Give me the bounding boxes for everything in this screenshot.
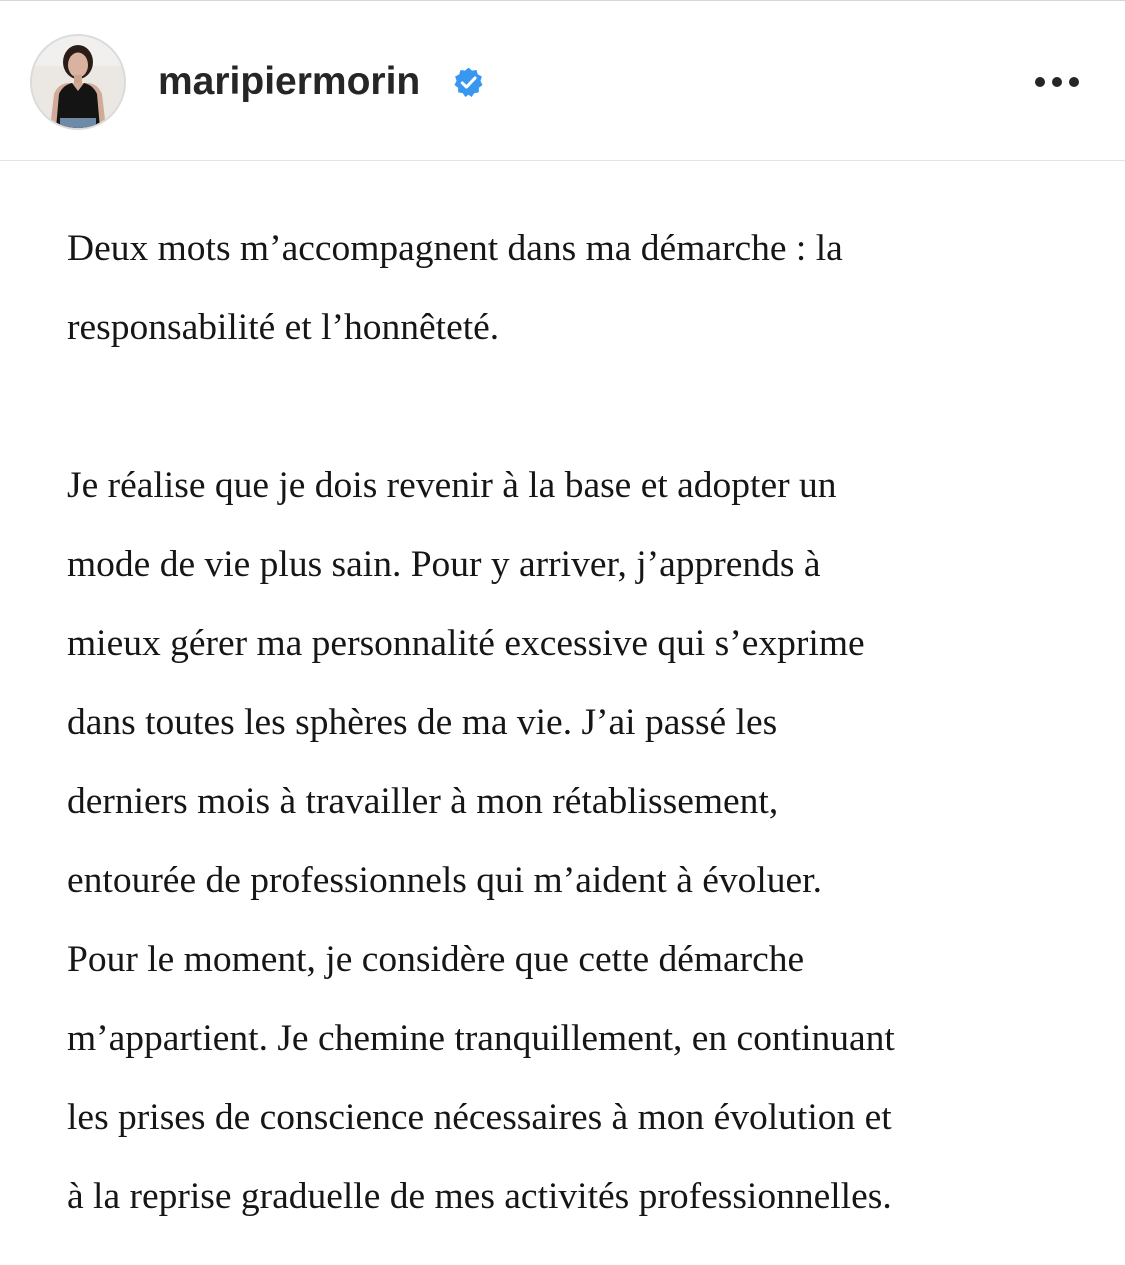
avatar-portrait-image bbox=[32, 36, 124, 128]
caption-line: derniers mois à travailler à mon rétablissement, bbox=[67, 781, 779, 822]
caption-line: Pour le moment, je considère que cette démarche bbox=[67, 939, 805, 980]
verified-badge-icon bbox=[452, 66, 485, 99]
avatar[interactable] bbox=[30, 34, 126, 130]
caption-line: mode de vie plus sain. Pour y arriver, j’apprends à bbox=[67, 544, 821, 585]
caption-line: entourée de professionnels qui m’aident à évoluer. bbox=[67, 860, 822, 901]
caption-line: responsabilité et l’honnêteté. bbox=[67, 307, 500, 348]
paragraph-gap bbox=[67, 367, 1087, 446]
username-link[interactable]: maripiermorin bbox=[158, 60, 421, 103]
caption-line: m’appartient. Je chemine tranquillement, en continuant bbox=[67, 1018, 895, 1059]
caption-line: mieux gérer ma personnalité excessive qui s’exprime bbox=[67, 623, 865, 664]
caption-line: Je réalise que je dois revenir à la base et adopter un bbox=[67, 465, 837, 506]
caption-line: à la reprise graduelle de mes activités professionnelles. bbox=[67, 1176, 892, 1217]
caption-line: les prises de conscience nécessaires à mon évolution et bbox=[67, 1097, 892, 1138]
caption-line: dans toutes les sphères de ma vie. J’ai passé les bbox=[67, 702, 778, 743]
caption-line: Deux mots m’accompagnent dans ma démarche : la bbox=[67, 228, 843, 269]
caption-image-text bbox=[67, 209, 1087, 1236]
more-options-icon[interactable] bbox=[1027, 59, 1087, 105]
post-header bbox=[0, 1, 1125, 161]
